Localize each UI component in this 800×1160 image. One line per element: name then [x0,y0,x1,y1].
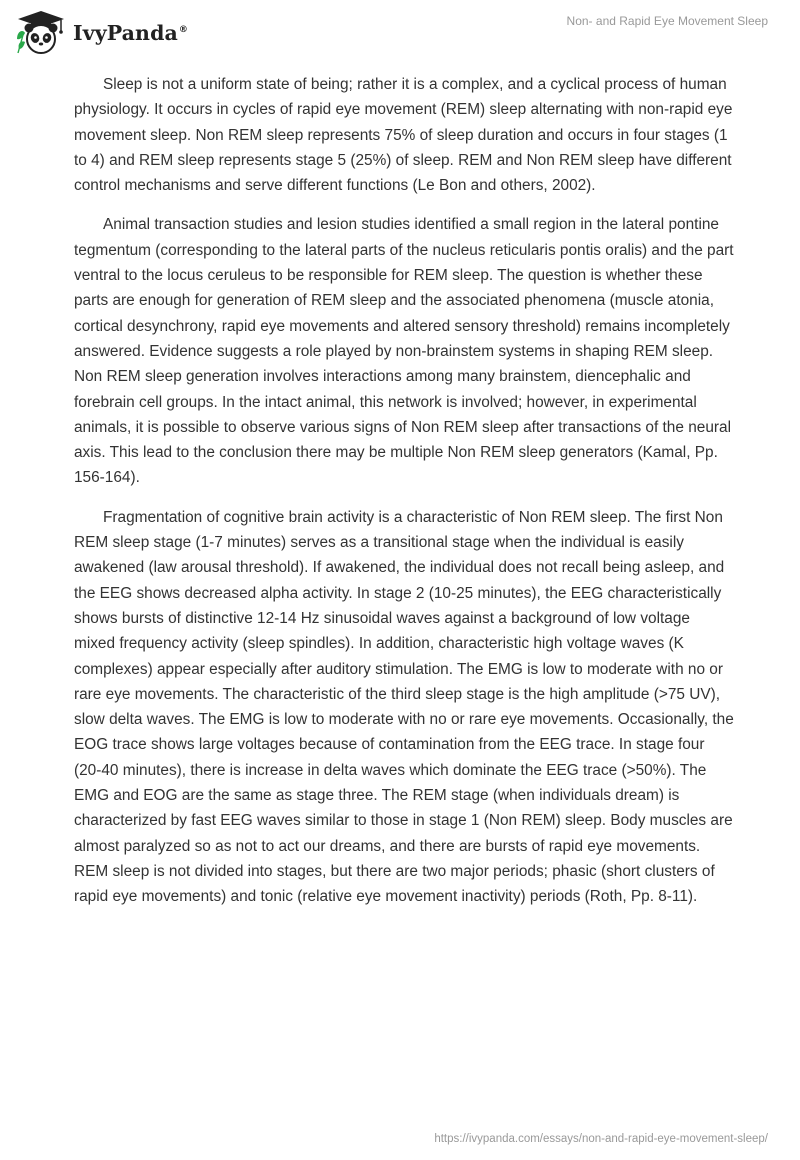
paragraph-1: Sleep is not a uniform state of being; rather it is a complex, and a cyclical process of human physiology. It occurs in cycles of rapid eye movement (REM) sleep alternating with non-rapid eye movement sleep. Non REM sleep represents 75% of sleep duration and occurs in four stages (1 to 4) and REM sleep represents stage 5 (25%) of sleep. REM and Non REM sleep have different control mechanisms and serve different functions (Le Bon and others, 2002). [74,76,733,195]
paragraph-2: Animal transaction studies and lesion studies identified a small region in the lateral pontine tegmentum (corresponding to the lateral parts of the nucleus reticularis pontis oralis) and the part ventral to the locus ceruleus to be responsible for REM sleep. The question is whether these parts are enough for generation of REM sleep and the associated phenomena (muscle atonia, cortical desynchrony, rapid eye movements and altered sensory threshold) remains incompletely answered. Evidence suggests a role played by non-brainstem systems in shaping REM sleep. Non REM sleep generation involves interactions among many brainstem, diencephalic and forebrain cell groups. In the intact animal, this network is involved; however, in experimental animals, it is possible to observe various signs of Non REM sleep after transactions of the neural axis. This lead to the conclusion there may be multiple Non REM sleep generators (Kamal, Pp. 156-164). [74,216,734,487]
document-title: Non- and Rapid Eye Movement Sleep [566,14,768,28]
paragraph-3: Fragmentation of cognitive brain activity is a characteristic of Non REM sleep. The first Non REM sleep stage (1-7 minutes) serves as a transitional stage when the individual is easily awakened (law arousal threshold). If awakened, the individual does not recall being asleep, and the EEG shows decreased alpha activity. In stage 2 (10-25 minutes), the EEG characteristically shows bursts of distinctive 12-14 Hz sinusoidal waves against a background of low voltage mixed frequency activity (sleep spindles). In addition, characteristic high voltage waves (K complexes) appear especially after auditory stimulation. The EMG is low to moderate with no or rare eye movements. The characteristic of the third sleep stage is the high amplitude (>75 UV), slow delta waves. The EMG is low to moderate with no or rare eye movements. Occasionally, the EOG trace shows large voltages because of contamination from the EEG trace. In stage four (20-40 minutes), there is increase in delta waves which dominate the EEG trace (>50%). The EMG and EOG are the same as stage three. The REM stage (when individuals dream) is characterized by fast EEG waves similar to those in stage 1 (Non REM) sleep. Body muscles are almost paralyzed so as not to act our dreams, and there are bursts of rapid eye movements. REM sleep is not divided into stages, but there are two major periods; phasic (short clusters of rapid eye movements) and tonic (relative eye movement inactivity) periods (Roth, Pp. 8-11). [74,508,734,906]
brand-name [73,21,188,45]
ivypanda-logo[interactable] [14,9,188,55]
source-url[interactable]: https://ivypanda.com/essays/non-and-rapid-eye-movement-sleep/ [434,1133,768,1145]
registered-mark: ® [178,25,188,36]
page-header [0,0,800,60]
essay-body [74,72,734,924]
brand-name-text: IvyPanda [73,21,178,45]
panda-graduation-cap-icon [14,9,68,55]
